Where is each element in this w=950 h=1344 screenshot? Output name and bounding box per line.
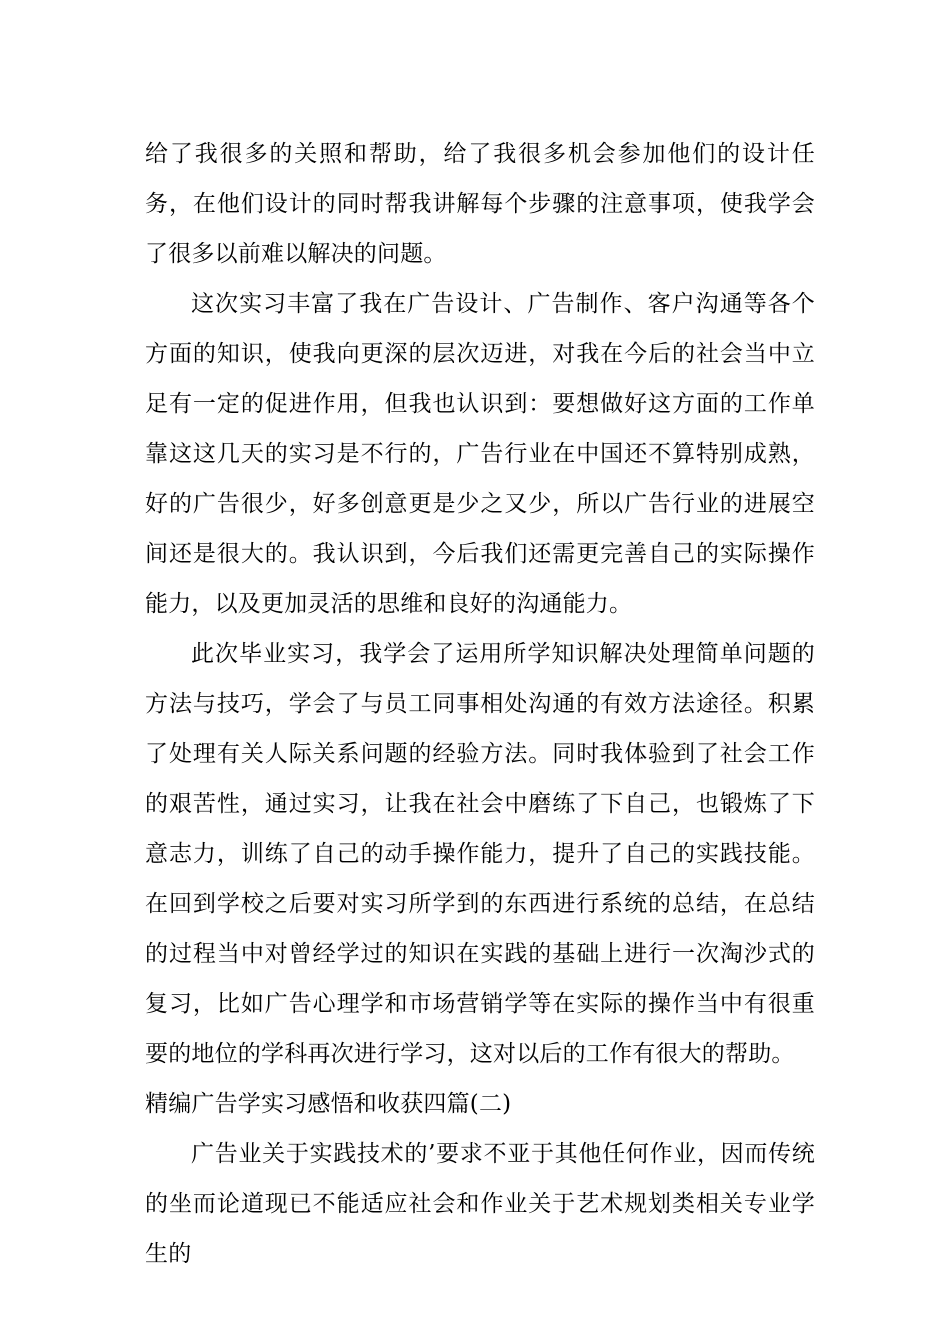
paragraph-graduation-internship: 此次毕业实习，我学会了运用所学知识解决处理简单问题的方法与技巧，学会了与员工同事相处沟通的有效方法途径。积累了处理有关人际关系问题的经验方法。同时我体验到了社会工作的艰苦性，通过实习，让我在社会中磨练了下自己，也锻炼了下意志力，训练了自己的动手操作能力，提升了自己的实践技能。在回到学校之后要对实习所学到的东西进行系统的总结，在总结的过程当中对曾经学过的知识在实践的基础上进行一次淘沙式的复习，比如广告心理学和市场营销学等在实际的操作当中有很重要的地位的学科再次进行学习，这对以后的工作有很大的帮助。	[145, 641, 815, 1067]
paragraph-internship-gains: 这次实习丰富了我在广告设计、广告制作、客户沟通等各个方面的知识，使我向更深的层次迈进，对我在今后的社会当中立足有一定的促进作用，但我也认识到：要想做好这方面的工作单靠这这几天的实习是不行的，广告行业在中国还不算特别成熟，好的广告很少，好多创意更是少之又少，所以广告行业的进展空间还是很大的。我认识到，今后我们还需更完善自己的实际操作能力，以及更加灵活的思维和良好的沟通能力。	[145, 291, 815, 617]
section-heading: 精编广告学实习感悟和收获四篇(二)	[145, 1091, 512, 1117]
paragraph-continuation: 给了我很多的关照和帮助，给了我很多机会参加他们的设计任务，在他们设计的同时帮我讲解每个步骤的注意事项，使我学会了很多以前难以解决的问题。	[145, 141, 815, 267]
document-body	[145, 129, 815, 1279]
paragraph-section-two-start: 广告业关于实践技术的’要求不亚于其他任何作业，因而传统的坐而论道现已不能适应社会和作业关于艺术规划类相关专业学生的	[145, 1141, 815, 1267]
